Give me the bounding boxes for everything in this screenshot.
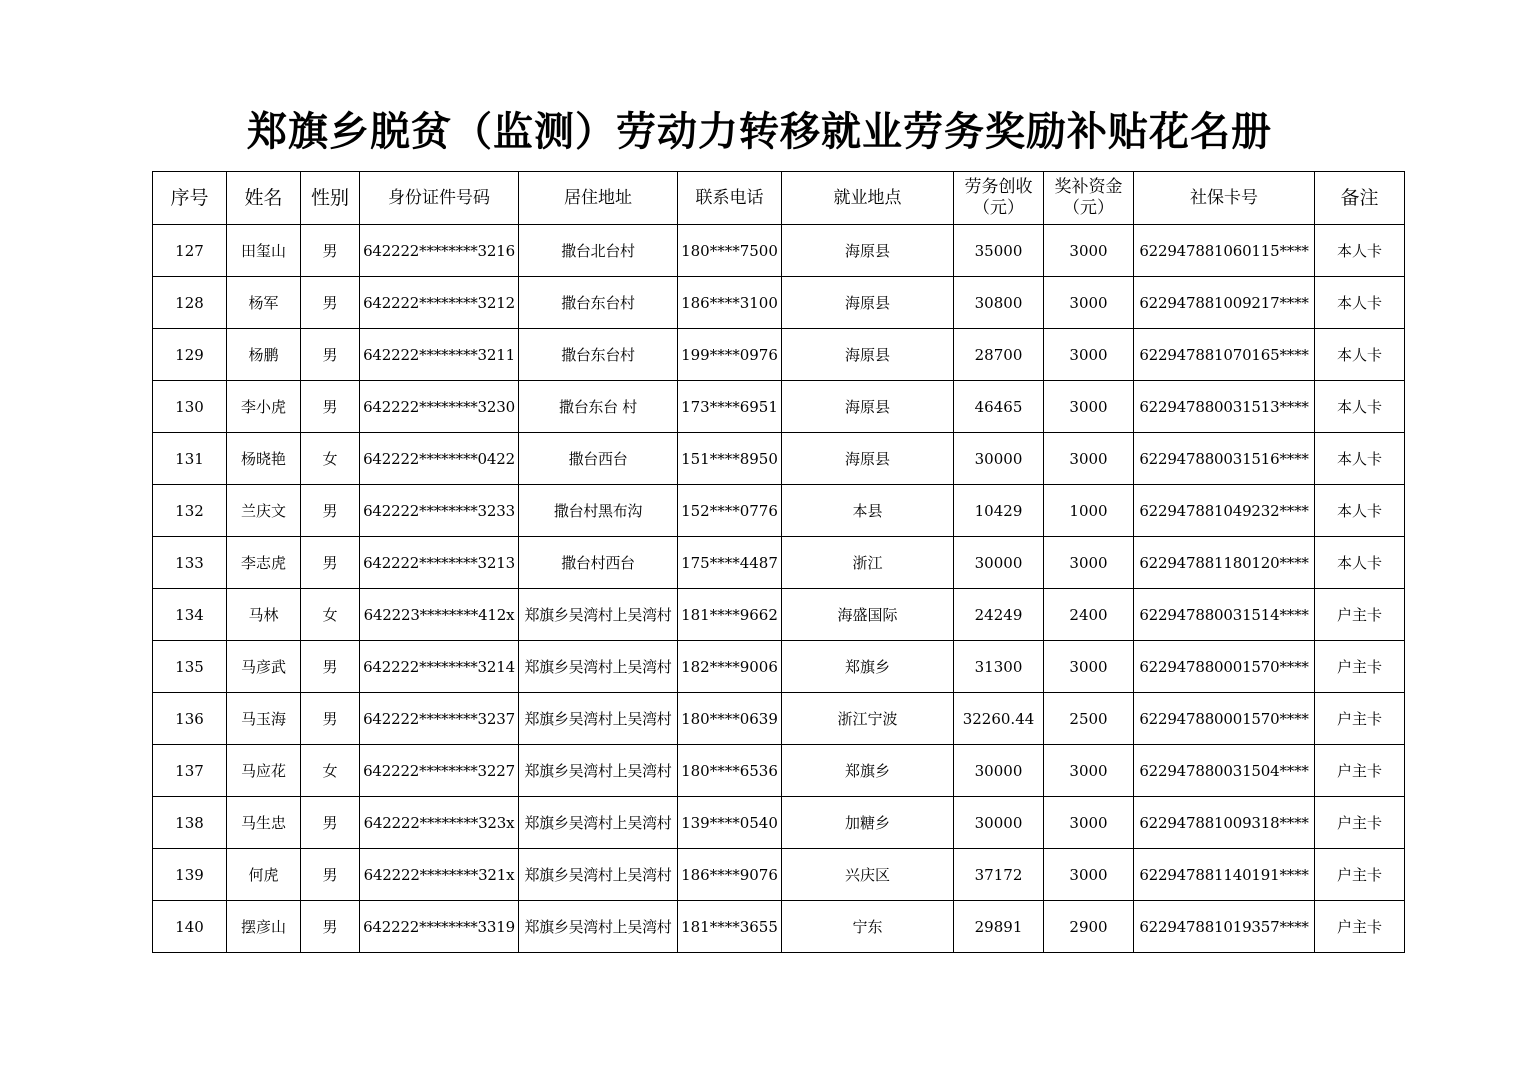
cell-subsidy: 3000 (1044, 277, 1134, 329)
cell-card-no: 622947881049232**** (1134, 485, 1315, 537)
cell-income: 30000 (954, 745, 1044, 797)
cell-phone: 139****0540 (678, 797, 782, 849)
cell-card-no: 622947880031504**** (1134, 745, 1315, 797)
cell-id-no: 642222********3233 (360, 485, 519, 537)
cell-phone: 181****9662 (678, 589, 782, 641)
cell-address: 郑旗乡吴湾村上吴湾村 (519, 589, 678, 641)
cell-phone: 199****0976 (678, 329, 782, 381)
cell-name: 马玉海 (227, 693, 301, 745)
cell-card-no: 622947881060115**** (1134, 225, 1315, 277)
cell-remark: 户主卡 (1315, 693, 1405, 745)
cell-remark: 户主卡 (1315, 901, 1405, 953)
cell-work-place: 海原县 (782, 329, 954, 381)
header-work-place: 就业地点 (782, 172, 954, 225)
cell-remark: 户主卡 (1315, 641, 1405, 693)
header-card-no: 社保卡号 (1134, 172, 1315, 225)
cell-phone: 152****0776 (678, 485, 782, 537)
cell-card-no: 622947881140191**** (1134, 849, 1315, 901)
cell-gender: 女 (301, 589, 360, 641)
table-row (153, 381, 1405, 433)
cell-subsidy: 3000 (1044, 329, 1134, 381)
cell-name: 马生忠 (227, 797, 301, 849)
cell-card-no: 622947881009217**** (1134, 277, 1315, 329)
cell-seq: 128 (153, 277, 227, 329)
cell-income: 28700 (954, 329, 1044, 381)
cell-seq: 133 (153, 537, 227, 589)
cell-seq: 131 (153, 433, 227, 485)
cell-card-no: 622947880031513**** (1134, 381, 1315, 433)
cell-gender: 女 (301, 433, 360, 485)
cell-address: 撒台村西台 (519, 537, 678, 589)
cell-gender: 男 (301, 797, 360, 849)
cell-gender: 男 (301, 537, 360, 589)
cell-name: 何虎 (227, 849, 301, 901)
cell-income: 37172 (954, 849, 1044, 901)
cell-phone: 180****6536 (678, 745, 782, 797)
cell-name: 李志虎 (227, 537, 301, 589)
table-row (153, 537, 1405, 589)
cell-id-no: 642222********3216 (360, 225, 519, 277)
cell-work-place: 海盛国际 (782, 589, 954, 641)
cell-name: 马彦武 (227, 641, 301, 693)
cell-work-place: 海原县 (782, 433, 954, 485)
cell-remark: 本人卡 (1315, 433, 1405, 485)
cell-id-no: 642222********3214 (360, 641, 519, 693)
cell-gender: 男 (301, 329, 360, 381)
cell-id-no: 642222********3319 (360, 901, 519, 953)
cell-remark: 户主卡 (1315, 745, 1405, 797)
cell-address: 撒台东台村 (519, 329, 678, 381)
cell-work-place: 兴庆区 (782, 849, 954, 901)
cell-income: 31300 (954, 641, 1044, 693)
cell-remark: 本人卡 (1315, 329, 1405, 381)
cell-phone: 186****3100 (678, 277, 782, 329)
cell-remark: 本人卡 (1315, 381, 1405, 433)
cell-seq: 135 (153, 641, 227, 693)
cell-income: 46465 (954, 381, 1044, 433)
cell-subsidy: 3000 (1044, 537, 1134, 589)
cell-income: 30000 (954, 537, 1044, 589)
cell-subsidy: 3000 (1044, 745, 1134, 797)
table-row (153, 433, 1405, 485)
table-row (153, 485, 1405, 537)
cell-work-place: 浙江 (782, 537, 954, 589)
header-income-label: 劳务创收 (964, 177, 1033, 197)
cell-card-no: 622947881070165**** (1134, 329, 1315, 381)
cell-id-no: 642222********3211 (360, 329, 519, 381)
cell-gender: 男 (301, 641, 360, 693)
cell-gender: 男 (301, 849, 360, 901)
cell-name: 田玺山 (227, 225, 301, 277)
cell-phone: 180****7500 (678, 225, 782, 277)
cell-income: 30800 (954, 277, 1044, 329)
header-subsidy-unit: （元） (1063, 198, 1114, 218)
cell-name: 马林 (227, 589, 301, 641)
cell-work-place: 郑旗乡 (782, 745, 954, 797)
cell-address: 撒台村黑布沟 (519, 485, 678, 537)
cell-address: 撒台北台村 (519, 225, 678, 277)
cell-card-no: 622947880031516**** (1134, 433, 1315, 485)
cell-id-no: 642222********3212 (360, 277, 519, 329)
cell-gender: 男 (301, 381, 360, 433)
header-income (954, 172, 1044, 225)
cell-seq: 139 (153, 849, 227, 901)
cell-id-no: 642222********321x (360, 849, 519, 901)
cell-card-no: 622947880001570**** (1134, 641, 1315, 693)
cell-gender: 男 (301, 485, 360, 537)
cell-subsidy: 2400 (1044, 589, 1134, 641)
cell-subsidy: 3000 (1044, 433, 1134, 485)
cell-address: 郑旗乡吴湾村上吴湾村 (519, 745, 678, 797)
cell-id-no: 642223********412x (360, 589, 519, 641)
cell-gender: 男 (301, 693, 360, 745)
cell-id-no: 642222********3227 (360, 745, 519, 797)
cell-income: 30000 (954, 797, 1044, 849)
cell-phone: 182****9006 (678, 641, 782, 693)
cell-address: 郑旗乡吴湾村上吴湾村 (519, 797, 678, 849)
cell-card-no: 622947880001570**** (1134, 693, 1315, 745)
cell-card-no: 622947880031514**** (1134, 589, 1315, 641)
header-subsidy-label: 奖补资金 (1054, 177, 1123, 197)
cell-seq: 138 (153, 797, 227, 849)
cell-seq: 136 (153, 693, 227, 745)
header-name: 姓名 (227, 172, 301, 225)
cell-seq: 129 (153, 329, 227, 381)
cell-name: 杨军 (227, 277, 301, 329)
cell-card-no: 622947881019357**** (1134, 901, 1315, 953)
cell-remark: 本人卡 (1315, 225, 1405, 277)
cell-phone: 173****6951 (678, 381, 782, 433)
cell-name: 杨晓艳 (227, 433, 301, 485)
cell-subsidy: 3000 (1044, 641, 1134, 693)
table-row (153, 225, 1405, 277)
cell-income: 35000 (954, 225, 1044, 277)
header-remark: 备注 (1315, 172, 1405, 225)
cell-id-no: 642222********3213 (360, 537, 519, 589)
table-row (153, 641, 1405, 693)
header-subsidy (1044, 172, 1134, 225)
table-row (153, 329, 1405, 381)
cell-gender: 女 (301, 745, 360, 797)
cell-address: 郑旗乡吴湾村上吴湾村 (519, 693, 678, 745)
cell-phone: 151****8950 (678, 433, 782, 485)
cell-work-place: 加糖乡 (782, 797, 954, 849)
cell-card-no: 622947881180120**** (1134, 537, 1315, 589)
cell-address: 郑旗乡吴湾村上吴湾村 (519, 849, 678, 901)
cell-name: 兰庆文 (227, 485, 301, 537)
cell-work-place: 海原县 (782, 277, 954, 329)
cell-phone: 186****9076 (678, 849, 782, 901)
cell-subsidy: 3000 (1044, 797, 1134, 849)
table-row (153, 277, 1405, 329)
table-row (153, 693, 1405, 745)
cell-seq: 137 (153, 745, 227, 797)
cell-id-no: 642222********323x (360, 797, 519, 849)
cell-remark: 本人卡 (1315, 537, 1405, 589)
table-row (153, 745, 1405, 797)
cell-income: 29891 (954, 901, 1044, 953)
cell-name: 摆彦山 (227, 901, 301, 953)
cell-id-no: 642222********3237 (360, 693, 519, 745)
table-row (153, 849, 1405, 901)
cell-card-no: 622947881009318**** (1134, 797, 1315, 849)
table-body (153, 225, 1405, 953)
cell-gender: 男 (301, 277, 360, 329)
cell-work-place: 宁东 (782, 901, 954, 953)
cell-name: 李小虎 (227, 381, 301, 433)
roster-table (152, 171, 1405, 953)
header-seq: 序号 (153, 172, 227, 225)
cell-seq: 134 (153, 589, 227, 641)
cell-address: 郑旗乡吴湾村上吴湾村 (519, 901, 678, 953)
cell-address: 撒台西台 (519, 433, 678, 485)
cell-work-place: 海原县 (782, 381, 954, 433)
cell-income: 32260.44 (954, 693, 1044, 745)
cell-seq: 132 (153, 485, 227, 537)
cell-gender: 男 (301, 901, 360, 953)
cell-name: 马应花 (227, 745, 301, 797)
cell-id-no: 642222********0422 (360, 433, 519, 485)
cell-subsidy: 2900 (1044, 901, 1134, 953)
cell-seq: 140 (153, 901, 227, 953)
table-header-row (153, 172, 1405, 225)
header-income-unit: （元） (973, 198, 1024, 218)
table-row (153, 797, 1405, 849)
cell-phone: 181****3655 (678, 901, 782, 953)
header-phone: 联系电话 (678, 172, 782, 225)
header-address: 居住地址 (519, 172, 678, 225)
cell-subsidy: 3000 (1044, 225, 1134, 277)
cell-subsidy: 3000 (1044, 381, 1134, 433)
cell-id-no: 642222********3230 (360, 381, 519, 433)
cell-name: 杨鹏 (227, 329, 301, 381)
cell-phone: 180****0639 (678, 693, 782, 745)
cell-address: 郑旗乡吴湾村上吴湾村 (519, 641, 678, 693)
cell-work-place: 浙江宁波 (782, 693, 954, 745)
cell-remark: 户主卡 (1315, 797, 1405, 849)
cell-subsidy: 3000 (1044, 849, 1134, 901)
cell-subsidy: 1000 (1044, 485, 1134, 537)
document-title: 郑旗乡脱贫（监测）劳动力转移就业劳务奖励补贴花名册 (247, 108, 1272, 155)
cell-phone: 175****4487 (678, 537, 782, 589)
cell-subsidy: 2500 (1044, 693, 1134, 745)
cell-work-place: 本县 (782, 485, 954, 537)
cell-gender: 男 (301, 225, 360, 277)
table-row (153, 589, 1405, 641)
cell-remark: 户主卡 (1315, 589, 1405, 641)
cell-address: 撒台东台 村 (519, 381, 678, 433)
header-gender: 性别 (301, 172, 360, 225)
header-id-no: 身份证件号码 (360, 172, 519, 225)
cell-income: 30000 (954, 433, 1044, 485)
cell-work-place: 郑旗乡 (782, 641, 954, 693)
cell-seq: 127 (153, 225, 227, 277)
cell-income: 24249 (954, 589, 1044, 641)
table-row (153, 901, 1405, 953)
cell-income: 10429 (954, 485, 1044, 537)
cell-work-place: 海原县 (782, 225, 954, 277)
cell-seq: 130 (153, 381, 227, 433)
cell-remark: 本人卡 (1315, 485, 1405, 537)
cell-remark: 户主卡 (1315, 849, 1405, 901)
cell-remark: 本人卡 (1315, 277, 1405, 329)
cell-address: 撒台东台村 (519, 277, 678, 329)
